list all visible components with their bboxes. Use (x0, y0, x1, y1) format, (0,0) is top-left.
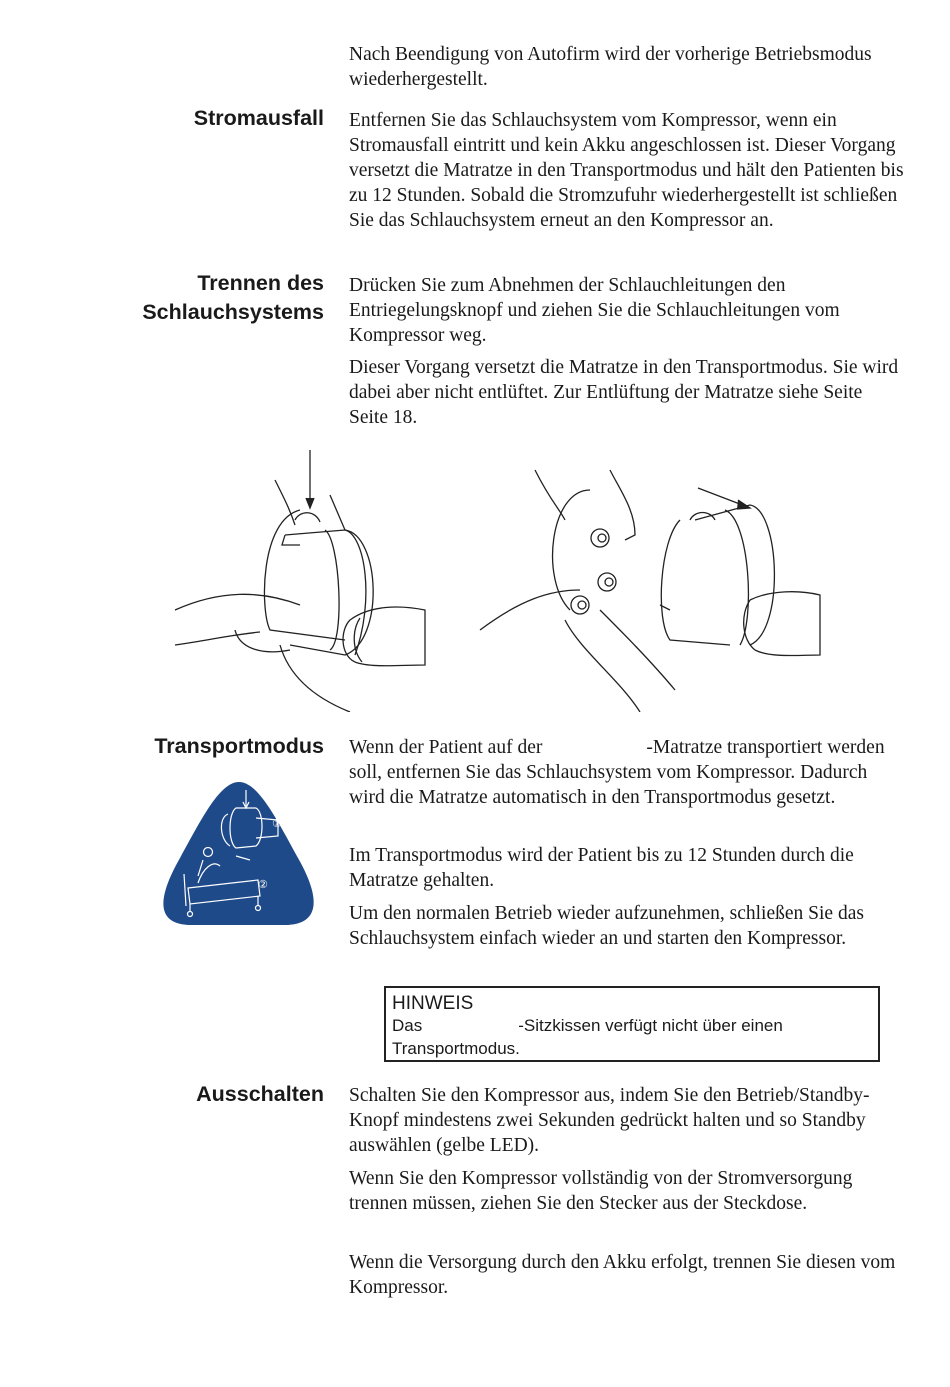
step-2-marker: ② (258, 878, 268, 891)
power-failure-paragraph: Entfernen Sie das Schlauchsystem vom Kompressor, wenn ein Stromausfall eintritt und kein Akku angeschlossen ist. Dieser Vorgang versetzt die Matratze in den Transportmodus und hält den Patienten bis zu 12 Stunden. Sobald die Stromzufuhr wiederhergestellt ist schließen Sie das Schlauchsystem erneut an den Kompressor an. (349, 110, 904, 231)
transport-paragraph-2: Im Transportmodus wird der Patient bis zu 12 Stunden durch die Matratze gehalten. (349, 845, 854, 891)
transport-paragraph-3: Um den normalen Betrieb wieder aufzunehmen, schließen Sie das Schlauchsystem einfach wieder an und starten den Kompressor. (349, 903, 864, 949)
detached-connector (661, 520, 730, 645)
heading-power-failure: Stromausfall (193, 106, 324, 130)
step-1-marker: ① (272, 817, 282, 830)
switch-off-paragraph-3: Wenn die Versorgung durch den Akku erfolgt, trennen Sie diesen vom Kompressor. (349, 1252, 896, 1298)
notice-text-end: -Sitzkissen verfügt nicht über einen Transportmodus. (392, 1016, 783, 1058)
notice-text-start: Das (392, 1016, 423, 1035)
tube-right (750, 592, 820, 656)
heading-switch-off: Ausschalten (196, 1082, 324, 1106)
transport-paragraph-1 (349, 735, 905, 810)
compressor-edge-left (175, 594, 300, 610)
connector-clip-left (264, 510, 345, 640)
notice-title: HINWEIS (392, 993, 474, 1014)
heading-disconnect-line1: Trennen des (197, 271, 324, 295)
heading-disconnect (142, 269, 324, 327)
intro-paragraph: Nach Beendigung von Autofirm wird der vorherige Betriebsmodus wiederhergestellt. (349, 44, 872, 90)
notice-text (392, 1014, 878, 1060)
transport-mode-icon (158, 778, 320, 928)
disconnect-paragraph-2: Dieser Vorgang versetzt die Matratze in den Transportmodus. Sie wird dabei aber nicht entlüftet. Zur Entlüftung der Matratze siehe Seite Seite 18. (349, 357, 899, 428)
transport-paragraph-1-end: -Matratze transportiert werden soll, entfernen Sie das Schlauchsystem vom Kompressor. Dadurch wird die Matratze automatisch in den Transportmodus gesetzt. (349, 737, 885, 808)
switch-off-paragraph-2: Wenn Sie den Kompressor vollständig von der Stromversorgung trennen müssen, ziehen Sie den Stecker aus der Steckdose. (349, 1168, 853, 1214)
notice-box (384, 986, 880, 1062)
heading-transport: Transportmodus (154, 734, 324, 758)
transport-paragraph-1-start: Wenn der Patient auf der (349, 737, 543, 758)
disconnect-paragraph-1: Drücken Sie zum Abnehmen der Schlauchleitungen den Entriegelungsknopf und ziehen Sie die Schlauchleitungen vom Kompressor weg. (349, 275, 840, 346)
heading-disconnect-line2: Schlauchsystems (142, 300, 324, 324)
switch-off-paragraph-1: Schalten Sie den Kompressor aus, indem Sie den Betrieb/Standby-Knopf mindestens zwei Sekunden gedrückt halten und so Standby auswählen (gelbe LED). (349, 1085, 870, 1156)
hose-disconnect-illustration (170, 450, 830, 712)
